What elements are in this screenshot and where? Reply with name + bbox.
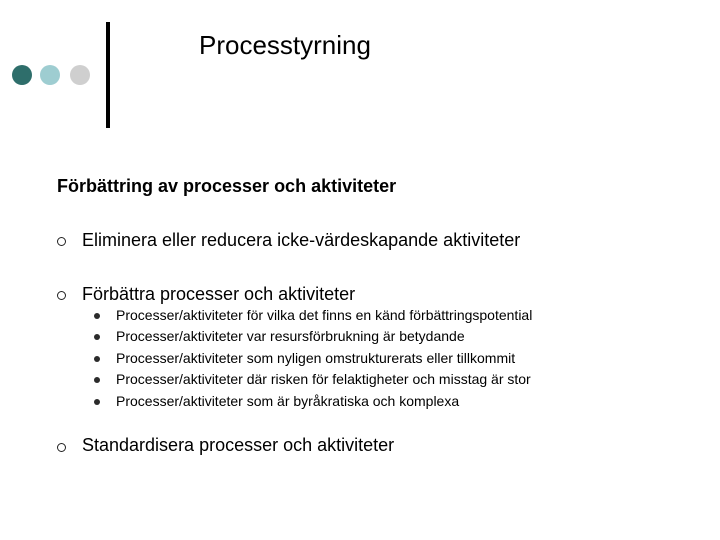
bullet-item: Förbättra processer och aktiviteter: [82, 284, 356, 304]
sub-bullet-item: Processer/aktiviteter som nyligen omstrukturerats eller tillkommit: [116, 350, 516, 366]
bullet-item: Eliminera eller reducera icke-värdeskapande aktiviteter: [82, 230, 521, 250]
bullet-ring-icon: [57, 443, 66, 452]
decorative-dot-light-teal: [40, 65, 60, 85]
section-heading: Förbättring av processer och aktiviteter: [57, 176, 397, 196]
sub-bullet-dot-icon: [94, 377, 100, 383]
decorative-dot-dark: [12, 65, 32, 85]
slide-title: Processtyrning: [199, 30, 371, 60]
sub-bullet-item: Processer/aktiviteter som är byråkratiska och komplexa: [116, 393, 460, 409]
sub-bullet-dot-icon: [94, 313, 100, 319]
bullet-item: Standardisera processer och aktiviteter: [82, 435, 395, 455]
sub-bullet-dot-icon: [94, 334, 100, 340]
bullet-ring-icon: [57, 291, 66, 300]
bullet-ring-icon: [57, 237, 66, 246]
sub-bullet-item: Processer/aktiviteter för vilka det finns en känd förbättringspotential: [116, 307, 533, 323]
title-divider-line: [106, 22, 110, 128]
decorative-dot-gray: [70, 65, 90, 85]
sub-bullet-item: Processer/aktiviteter där risken för felaktigheter och misstag är stor: [116, 371, 531, 387]
sub-bullet-dot-icon: [94, 356, 100, 362]
sub-bullet-dot-icon: [94, 399, 100, 405]
sub-bullet-item: Processer/aktiviteter var resursförbrukning är betydande: [116, 328, 465, 344]
